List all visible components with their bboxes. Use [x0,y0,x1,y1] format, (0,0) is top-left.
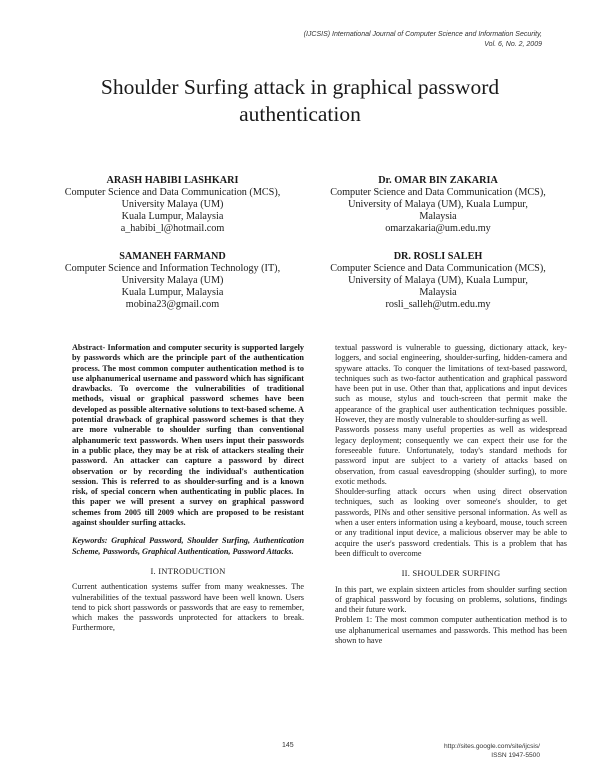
author-affiliation: Computer Science and Information Technology (IT), [64,263,281,274]
introduction-paragraph: Current authentication systems suffer from many weaknesses. The vulnerabilities of the textual password have been well known. Users tend to pick short passwords or passwords that are easy to remember, which makes the passwords unprotected for attackers to break. Furthermore, [72,582,304,633]
body-paragraph: In this part, we explain sixteen articles from shoulder surfing section of graphical password by focusing on problems, solutions, findings and their future work. [335,584,567,615]
author-location: Kuala Lumpur, Malaysia [121,287,224,298]
author-name: SAMANEH FARMAND [119,251,226,262]
author-affiliation: University of Malaya (UM), Kuala Lumpur, [348,199,528,210]
author-email: mobina23@gmail.com [125,299,220,310]
author-email: omarzakaria@um.edu.my [385,223,491,234]
author-email: rosli_salleh@utm.edu.my [385,299,491,310]
journal-header [142,30,542,50]
author-name: DR. ROSLI SALEH [393,251,483,262]
author-block-1 [50,175,295,235]
author-email: a_habibi_l@hotmail.com [120,223,225,234]
journal-line-2: Vol. 6, No. 2, 2009 [484,41,542,48]
paper-title [40,74,560,128]
body-paragraph: Shoulder-surfing attack occurs when using direct observation techniques, such as looking over someone's shoulder, to get passwords, PINs and other sensitive personal information. As well as when a user enters information using a keyboard, mouse, touch screen or any traditional input device, a malicious observer may be able to acquire the user's password credentials. This is a problem that has been difficult to overcome [335,487,567,558]
keywords: Keywords: Graphical Password, Shoulder Surfing, Authentication Scheme, Passwords, Graphical Authentication, Password Attacks. [72,536,304,556]
author-location: Malaysia [419,211,457,222]
author-block-3 [50,251,295,311]
body-paragraph: textual password is vulnerable to guessing, dictionary attack, key-loggers, and social engineering, shoulder-surfing, hidden-camera and spyware attacks. To conquer the limitations of text-based password, techniques such as two-factor authentication and graphical password have been put in use. Other than that, applications and input devices such as mouse, stylus and touch-screen that permit make the appearance of the graphical user authentication techniques possible. However, they are mostly vulnerable to shoulder-surfing as well. [335,343,567,425]
author-block-4 [318,251,558,311]
footer-info [430,742,540,760]
author-location: Malaysia [419,287,457,298]
section-heading-shoulder-surfing: II. SHOULDER SURFING [401,568,501,579]
author-affiliation: University Malaya (UM) [121,199,224,210]
author-name: ARASH HABIBI LASHKARI [106,175,239,186]
page-number: 145 [282,742,294,749]
author-affiliation: University of Malaya (UM), Kuala Lumpur, [348,275,528,286]
footer-issn: ISSN 1947-5500 [491,752,540,759]
right-column [335,343,567,646]
section-heading-introduction: I. INTRODUCTION [150,565,226,576]
author-block-2 [318,175,558,235]
author-affiliation: Computer Science and Data Communication (MCS), [64,187,281,198]
body-paragraph: Problem 1: The most common computer authentication method is to use alphanumerical usernames and passwords. This method has been shown to have [335,615,567,646]
author-affiliation: Computer Science and Data Communication (MCS), [330,263,546,274]
paper-title-line-2: authentication [239,102,361,126]
footer-url: http://sites.google.com/site/ijcsis/ [443,743,540,750]
author-location: Kuala Lumpur, Malaysia [121,211,224,222]
author-affiliation: University Malaya (UM) [121,275,224,286]
journal-line-1: (IJCSIS) International Journal of Computer Science and Information Security, [303,31,542,38]
author-affiliation: Computer Science and Data Communication (MCS), [330,187,546,198]
paper-title-line-1: Shoulder Surfing attack in graphical password [100,75,500,99]
left-column [72,343,304,634]
body-paragraph: Passwords possess many useful properties as well as widespread legacy deployment; consequently we can expect their use for the foreseeable future. Unfortunately, today's standard methods for password input are subject to a variety of attacks based on observation, from casual eavesdropping (shoulder surfing), to more exotic methods. [335,425,567,486]
abstract: Abstract- Information and computer security is supported largely by passwords which are the principle part of the authentication process. The most common computer authentication method is to use alphanumerical username and password which has significant drawbacks. To overcome the vulnerabilities of traditional methods, visual or graphical password schemes have been developed as possible alternative solutions to text-based scheme. A potential drawback of graphical password schemes is that they are more vulnerable to shoulder surfing than conventional alphanumeric text passwords. When users input their passwords in a public place, they may be at risk of attackers stealing their password. An attacker can capture a password by direct observation or by recording the individual's authentication session. This is referred to as shoulder-surfing and is a known risk, of special concern when authenticating in public places. In this paper we will present a survey on graphical password schemes from 2005 till 2009 which are proposed to be resistant against shoulder surfing attacks. [72,343,304,528]
author-name: Dr. OMAR BIN ZAKARIA [378,175,498,186]
